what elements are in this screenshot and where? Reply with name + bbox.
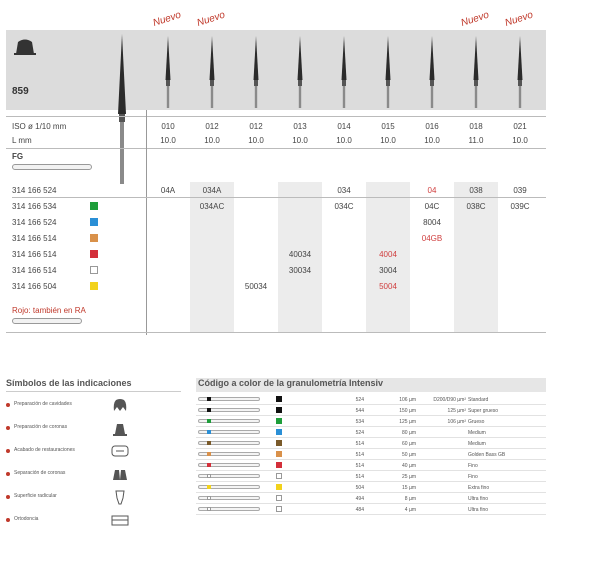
symbol-item bbox=[6, 442, 181, 462]
grit-extra: D200/D90 µm² bbox=[433, 397, 466, 403]
symbol-item bbox=[6, 465, 181, 485]
finishing-icon bbox=[110, 443, 130, 459]
bullet-icon bbox=[6, 403, 10, 407]
value-cell: 10.0 bbox=[204, 136, 220, 145]
catalog-cell: 039 bbox=[513, 186, 527, 195]
catalog-cell: 039C bbox=[510, 202, 530, 211]
grit-ring-icon bbox=[207, 397, 211, 401]
grit-size: 8 µm bbox=[404, 496, 416, 502]
catalog-cell: 034AC bbox=[199, 202, 225, 211]
bur-shank-icon bbox=[198, 474, 260, 478]
grit-color-swatch bbox=[90, 234, 98, 242]
new-label: Nuevo bbox=[195, 9, 227, 29]
grit-size: 80 µm bbox=[402, 430, 416, 436]
symbol-item bbox=[6, 511, 181, 531]
symbol-item bbox=[6, 419, 181, 439]
grit-row bbox=[196, 493, 546, 504]
catalog-cell: 3004 bbox=[379, 266, 397, 275]
grit-code: 544 bbox=[355, 408, 364, 414]
bur-shank-icon bbox=[198, 441, 260, 445]
value-cell: 018 bbox=[469, 122, 483, 131]
value-cell: 012 bbox=[205, 122, 219, 131]
value-cell: 10.0 bbox=[336, 136, 352, 145]
divider bbox=[6, 116, 546, 117]
grit-name: Medium bbox=[468, 441, 486, 447]
grit-name: Ultra fino bbox=[468, 507, 489, 513]
grit-ring-icon bbox=[207, 485, 211, 489]
root-surface-icon bbox=[110, 489, 130, 505]
grit-name: Fino bbox=[468, 463, 478, 469]
value-cell: 013 bbox=[293, 122, 307, 131]
catalog-cell: 8004 bbox=[423, 218, 441, 227]
grit-row bbox=[196, 394, 546, 405]
value-cell: 012 bbox=[249, 122, 263, 131]
catalog-cell: 04A bbox=[160, 186, 176, 195]
catalog-cell: 40034 bbox=[288, 250, 312, 259]
bur-icon bbox=[471, 36, 481, 108]
grit-size: 15 µm bbox=[402, 485, 416, 491]
grit-color-swatch bbox=[90, 218, 98, 226]
symbol-label: Superficie radicular bbox=[14, 493, 57, 499]
grit-name: Standard bbox=[468, 397, 489, 403]
symbol-label: Acabado de restauraciones bbox=[14, 447, 75, 453]
bur-shank-icon bbox=[198, 397, 260, 401]
bullet-icon bbox=[6, 426, 10, 430]
catalog-cell: 034 bbox=[337, 186, 351, 195]
grit-ring-icon bbox=[207, 408, 211, 412]
grit-name: Fino bbox=[468, 474, 478, 480]
new-label: Nuevo bbox=[459, 9, 491, 29]
divider bbox=[6, 332, 546, 333]
grit-color-swatch bbox=[276, 473, 282, 479]
new-label: Nuevo bbox=[151, 9, 183, 29]
bur-icon bbox=[339, 36, 349, 108]
fg-shank-bar bbox=[12, 164, 92, 170]
bur-shank-icon bbox=[198, 463, 260, 467]
bur-icon bbox=[163, 36, 173, 108]
catalog-cell: 5004 bbox=[379, 282, 397, 291]
grit-color-swatch bbox=[276, 396, 282, 402]
model-number: 859 bbox=[12, 86, 29, 97]
value-cell: 10.0 bbox=[292, 136, 308, 145]
grit-name: Super grueso bbox=[468, 408, 499, 414]
bur-shank-icon bbox=[198, 430, 260, 434]
grit-color-swatch bbox=[276, 429, 282, 435]
article-code: 314 166 504 bbox=[12, 282, 57, 291]
header-band bbox=[6, 30, 546, 110]
grit-ring-icon bbox=[207, 496, 211, 500]
catalog-cell: 04 bbox=[427, 186, 437, 195]
value-cell: 016 bbox=[425, 122, 439, 131]
value-cell: 10.0 bbox=[512, 136, 528, 145]
grit-name: Grueso bbox=[468, 419, 485, 425]
grit-code: 494 bbox=[355, 496, 364, 502]
length-label: L mm bbox=[12, 136, 32, 145]
catalog-cell: 50034 bbox=[244, 282, 268, 291]
grit-color-swatch bbox=[90, 282, 98, 290]
value-cell: 10.0 bbox=[160, 136, 176, 145]
crown-prep-icon bbox=[110, 420, 130, 436]
ra-shank-bar bbox=[12, 318, 82, 324]
grit-ring-icon bbox=[207, 430, 211, 434]
symbol-item bbox=[6, 488, 181, 508]
symbol-label: Preparación de coronas bbox=[14, 424, 68, 430]
orthodontics-icon bbox=[110, 512, 130, 528]
bur-icon bbox=[383, 36, 393, 108]
grit-extra: 125 µm² bbox=[447, 408, 466, 414]
catalog-cell: 034A bbox=[202, 186, 222, 195]
code-row bbox=[12, 280, 546, 294]
catalog-cell: 038C bbox=[466, 202, 486, 211]
grit-size: 106 µm bbox=[399, 397, 416, 403]
bur-shank-icon bbox=[198, 408, 260, 412]
grit-color-swatch bbox=[276, 440, 282, 446]
grit-size: 25 µm bbox=[402, 474, 416, 480]
grit-color-swatch bbox=[90, 202, 98, 210]
grit-code: 514 bbox=[355, 474, 364, 480]
article-code: 314 166 514 bbox=[12, 234, 57, 243]
grit-size: 150 µm bbox=[399, 408, 416, 414]
catalog-cell: 04C bbox=[424, 202, 440, 211]
grit-extra: 106 µm² bbox=[447, 419, 466, 425]
catalog-cell: 034C bbox=[334, 202, 354, 211]
value-cell: 021 bbox=[513, 122, 527, 131]
grit-ring-icon bbox=[207, 419, 211, 423]
bur-illustration bbox=[114, 34, 130, 184]
symbol-label: Ortodoncia bbox=[14, 516, 39, 522]
grit-size: 60 µm bbox=[402, 441, 416, 447]
grit-color-swatch bbox=[276, 506, 282, 512]
code-row bbox=[12, 264, 546, 278]
size-label: ISO ø 1/10 mm bbox=[12, 122, 67, 131]
grit-color-table bbox=[196, 378, 546, 513]
divider bbox=[6, 148, 546, 149]
grit-row bbox=[196, 416, 546, 427]
grit-size: 40 µm bbox=[402, 463, 416, 469]
symbols-panel bbox=[6, 378, 181, 522]
bur-icon bbox=[207, 36, 217, 108]
symbol-item bbox=[6, 396, 181, 416]
value-cell: 10.0 bbox=[424, 136, 440, 145]
grit-size: 4 µm bbox=[404, 507, 416, 513]
grit-code: 524 bbox=[355, 430, 364, 436]
grit-code: 534 bbox=[355, 419, 364, 425]
grit-size: 125 µm bbox=[399, 419, 416, 425]
grit-code: 514 bbox=[355, 441, 364, 447]
grit-color-swatch bbox=[276, 407, 282, 413]
grit-code: 484 bbox=[355, 507, 364, 513]
value-cell: 010 bbox=[161, 122, 175, 131]
shank-label: FG bbox=[12, 152, 24, 161]
catalog-cell: 04GB bbox=[421, 234, 443, 243]
grit-color-swatch bbox=[276, 451, 282, 457]
symbol-label: Preparación de cavidades bbox=[14, 401, 72, 407]
catalog-cell: 038 bbox=[469, 186, 483, 195]
grit-ring-icon bbox=[207, 474, 211, 478]
grit-color-swatch bbox=[276, 418, 282, 424]
article-code: 314 166 524 bbox=[12, 186, 57, 195]
grit-row bbox=[196, 504, 546, 515]
bur-shank-icon bbox=[198, 419, 260, 423]
bullet-icon bbox=[6, 449, 10, 453]
grit-color-swatch bbox=[276, 495, 282, 501]
bur-icon bbox=[251, 36, 261, 108]
value-cell: 10.0 bbox=[380, 136, 396, 145]
grit-ring-icon bbox=[207, 463, 211, 467]
grit-color-swatch bbox=[276, 484, 282, 490]
grit-size: 50 µm bbox=[402, 452, 416, 458]
grit-name: Golden Bass GB bbox=[468, 452, 506, 458]
grit-row bbox=[196, 405, 546, 416]
bullet-icon bbox=[6, 495, 10, 499]
molar-cavity-icon bbox=[110, 397, 130, 413]
bur-shank-icon bbox=[198, 507, 260, 511]
catalog-cell: 30034 bbox=[288, 266, 312, 275]
value-cell: 014 bbox=[337, 122, 351, 131]
value-cell: 015 bbox=[381, 122, 395, 131]
grit-row bbox=[196, 438, 546, 449]
grit-ring-icon bbox=[207, 441, 211, 445]
article-code: 314 166 514 bbox=[12, 266, 57, 275]
bur-shank-icon bbox=[198, 496, 260, 500]
grit-code: 524 bbox=[355, 397, 364, 403]
new-label: Nuevo bbox=[503, 9, 535, 29]
symbol-label: Separación de coronas bbox=[14, 470, 66, 476]
code-row bbox=[12, 200, 546, 214]
grit-name: Medium bbox=[468, 430, 486, 436]
bur-shank-icon bbox=[198, 485, 260, 489]
article-code: 314 166 524 bbox=[12, 218, 57, 227]
grit-ring-icon bbox=[207, 507, 211, 511]
value-cell: 10.0 bbox=[248, 136, 264, 145]
symbols-title: Símbolos de las indicaciones bbox=[6, 378, 181, 392]
code-row bbox=[12, 232, 546, 246]
grit-color-swatch bbox=[90, 266, 98, 274]
grit-row bbox=[196, 482, 546, 493]
grit-code: 514 bbox=[355, 463, 364, 469]
code-row bbox=[12, 248, 546, 262]
bur-icon bbox=[515, 36, 525, 108]
catalog-cell: 4004 bbox=[379, 250, 397, 259]
grit-color-swatch bbox=[276, 462, 282, 468]
product-table bbox=[6, 9, 546, 335]
grit-code: 504 bbox=[355, 485, 364, 491]
crown-separation-icon bbox=[110, 466, 130, 482]
bullet-icon bbox=[6, 518, 10, 522]
grit-color-swatch bbox=[90, 250, 98, 258]
grit-title: Código a color de la granulometría Intensiv bbox=[196, 378, 546, 392]
grit-ring-icon bbox=[207, 452, 211, 456]
grit-row bbox=[196, 460, 546, 471]
grit-name: Extra fino bbox=[468, 485, 490, 491]
value-cell: 11.0 bbox=[468, 136, 484, 145]
bullet-icon bbox=[6, 472, 10, 476]
article-code: 314 166 534 bbox=[12, 202, 57, 211]
bur-icon bbox=[295, 36, 305, 108]
grit-row bbox=[196, 471, 546, 482]
bur-shank-icon bbox=[198, 452, 260, 456]
shank-icon bbox=[12, 36, 38, 56]
grit-row bbox=[196, 427, 546, 438]
grit-code: 514 bbox=[355, 452, 364, 458]
code-row bbox=[12, 216, 546, 230]
grit-name: Ultra fino bbox=[468, 496, 489, 502]
bur-icon bbox=[427, 36, 437, 108]
code-row bbox=[12, 184, 546, 198]
article-code: 314 166 514 bbox=[12, 250, 57, 259]
grit-row bbox=[196, 449, 546, 460]
ra-note: Rojo: también en RA bbox=[12, 306, 86, 315]
